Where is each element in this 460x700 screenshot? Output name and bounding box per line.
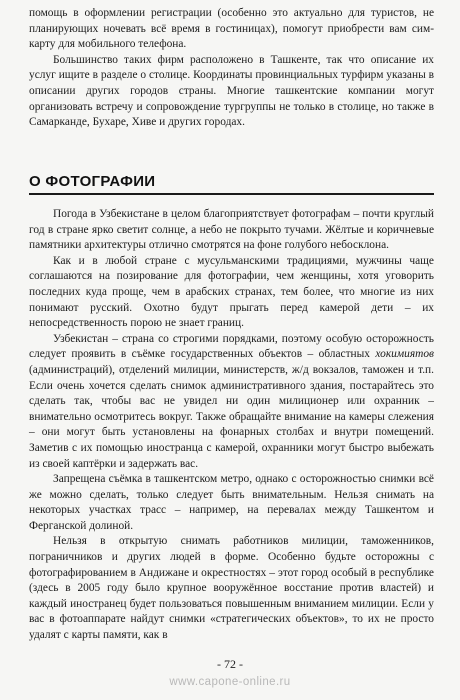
photo-paragraph-3-italic: хокимиятов — [375, 348, 434, 361]
intro-text — [29, 6, 434, 131]
photo-paragraph-3 — [29, 332, 434, 472]
photo-paragraph-1: Погода в Узбекистане в целом благоприятствует фотографам – почти круглый год в стране ярко светит солнце, а небо не покрыто тучами. Жёлтые и коричневые памятники архитектуры отлично смотрятся на фоне голубого небосклона. — [29, 208, 434, 252]
section-heading-bar — [29, 173, 434, 195]
photo-paragraph-2: Как и в любой стране с мусульманскими традициями, мужчины чаще соглашаются на позирование для фотографии, чем женщины, хотя уговорить последних куда проще, чем в арабских странах, тем более, что многие из них понимают русский. Охотно будут прыгать перед камерой дети – их непосредственность порою не знает границ. — [29, 254, 434, 330]
photo-paragraph-4: Запрещена съёмка в ташкентском метро, однако с осторожностью снимки всё же можно сделать, только следует быть внимательным. Нельзя снимать на некоторых участках трасс – например, на перевалах между Ташкентом и Ферганской долиной. — [29, 473, 434, 532]
photo-paragraph-3-end: (администраций), отделений милиции, министерств, ж/д вокзалов, таможен и т.п. Если очень хочется сделать снимок административного здания, постарайтесь это сделать так, чтобы вас не увидел ни один милиционер или охранник – внимательно осмотритесь вокруг. Также обращайте внимание на камеры слежения – они могут быть установлены на фонарных столбах и внутри помещений. Заметив с их помощью иностранца с камерой, охранники могут быстро выбежать из своей каптёрки и задержать вас. — [29, 363, 434, 470]
page-number: - 72 - — [217, 657, 243, 671]
photo-paragraph-5: Нельзя в открытую снимать работников милиции, таможенников, пограничников и других людей в форме. Особенно будьте осторожны с фотографированием в Андижане и окрестностях – этот город особый в республике (здесь в 2005 году было крупное вооружённое восстание против властей) и каждый иностранец будет пользоваться повышенным вниманием милиции. Если у вас в фотоаппарате найдут снимки «стратегических объектов», то их не просто удалят с карты памяти, как в — [29, 535, 434, 642]
section-heading: О ФОТОГРАФИИ — [29, 173, 156, 190]
intro-paragraph-1: помощь в оформлении регистрации (особенно это актуально для туристов, не планирующих ночевать всё время в гостиницах), помогут приобрести вам сим-карту для мобильного телефона. — [29, 7, 434, 51]
photo-paragraph-3-start: Узбекистан – страна со строгими порядками, поэтому особую осторожность следует проявить в съёмке государственных объектов – областных — [29, 332, 434, 361]
site-watermark: www.capone-online.ru — [169, 676, 291, 688]
intro-paragraph-2: Большинство таких фирм расположено в Ташкенте, так что описание их услуг ищите в разделе о столице. Координаты провинциальных турфирм указаны в описании других городов страны. Многие ташкентские компании могут организовать встречу и сопровождение тургруппы не только в столице, но также в Самарканде, Бухаре, Хиве и других городах. — [29, 53, 434, 129]
section-body — [29, 207, 434, 644]
